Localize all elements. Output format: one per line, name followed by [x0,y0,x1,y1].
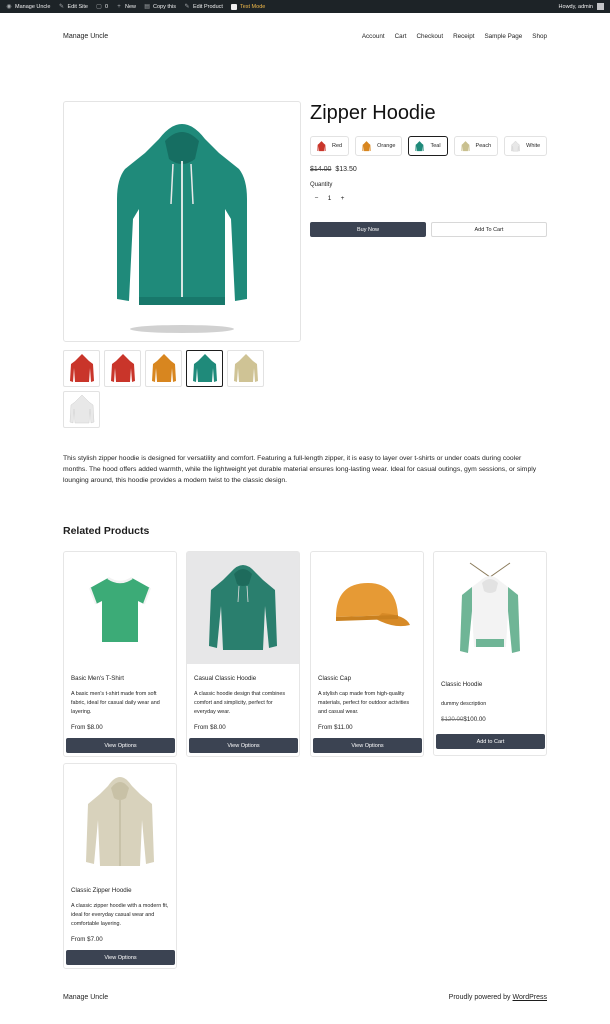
quantity-increase-button[interactable]: + [340,195,345,202]
quantity-decrease-button[interactable]: − [314,195,319,202]
footer-site-title[interactable]: Manage Uncle [63,994,109,1001]
hoodie-illustration [203,558,283,658]
pencil-icon: ✎ [58,3,64,10]
admin-edit-site[interactable]: ✎ Edit Site [58,3,88,10]
tshirt-illustration [80,568,160,648]
hoodie-icon [415,141,424,152]
avatar [597,3,604,10]
zipper-hoodie-image [107,109,257,334]
admin-site-link[interactable]: ◉ Manage Uncle [6,3,51,10]
add-to-cart-button[interactable]: Add To Cart [431,222,547,237]
product-card-description: A classic hoodie design that combines comfort and simplicity, perfect for everyday wear. [194,691,286,715]
product-title: Zipper Hoodie [310,102,436,124]
product-card[interactable] [310,551,424,757]
view-options-button[interactable]: View Options [189,738,298,753]
swatch-orange[interactable]: Orange [355,136,402,156]
tshirt-image[interactable] [64,552,176,664]
hoodie-thumb [69,395,95,425]
quantity-value[interactable]: 1 [327,195,332,202]
thumbnail-red-1[interactable] [63,350,100,387]
admin-account[interactable]: Howdy, admin [559,3,604,10]
main-nav [362,33,547,40]
plus-icon: + [117,3,121,10]
swatch-teal[interactable]: Teal [408,136,447,156]
product-description: This stylish zipper hoodie is designed for versatility and comfort. Featuring a full-length zipper, it is easy to layer over t-shirts or under coats during cooler months. The hood offers added warmth, while the lightweight yet durable material ensures long-lasting wear. Ideal for casual outings, gym sessions, or simply lounging around, this hoodie provides a modern twist to the classic design. [63,455,537,484]
hoodie-image[interactable] [434,552,546,670]
view-options-button[interactable]: View Options [313,738,422,753]
view-options-button[interactable]: View Options [66,738,175,753]
color-swatches [310,136,547,156]
nav-item-shop[interactable]: Shop [532,33,547,40]
site-title[interactable]: Manage Uncle [63,33,109,40]
swatch-red[interactable]: Red [310,136,349,156]
add-to-cart-button[interactable]: Add to Cart [436,734,545,749]
nav-item-account[interactable]: Account [361,33,385,40]
related-products-title: Related Products [63,525,150,537]
product-thumbnails [63,350,301,428]
admin-new[interactable]: + New [117,3,137,10]
admin-comments[interactable]: ▢ 0 [96,3,109,10]
nav-item-sample-page[interactable]: Sample Page [484,33,523,40]
quantity-label: Quantity [310,182,333,188]
product-card-name[interactable]: Casual Classic Hoodie [194,675,257,682]
product-card-name[interactable]: Classic Cap [318,675,352,682]
product-card[interactable] [63,551,177,757]
price-original: $120.00 [441,716,464,723]
price-sale: $13.50 [335,166,357,173]
swatch-white[interactable]: White [504,136,547,156]
wordpress-icon: ◉ [6,3,12,10]
admin-copy[interactable]: ▤ Copy this [144,3,176,10]
hanging-hoodie-illustration [450,555,530,667]
wordpress-link[interactable]: WordPress [512,994,547,1001]
thumbnail-peach[interactable] [227,350,264,387]
copy-icon: ▤ [144,3,150,10]
product-card-price [441,716,486,723]
hoodie-image[interactable] [64,764,176,876]
buy-now-button[interactable]: Buy Now [310,222,426,237]
hoodie-thumb [192,354,218,384]
product-card[interactable] [433,551,547,756]
product-card-name[interactable]: Basic Men's T-Shirt [71,675,124,682]
view-options-button[interactable]: View Options [66,950,175,965]
product-card-description: A stylish cap made from high-quality materials, perfect for outdoor activities and casual wear. [318,691,410,715]
product-price [310,166,357,173]
product-card[interactable] [186,551,300,757]
thumbnail-white[interactable] [63,391,100,428]
nav-item-cart[interactable]: Cart [394,33,407,40]
nav-item-checkout[interactable]: Checkout [416,33,444,40]
product-card-price: From $11.00 [318,724,353,731]
hoodie-icon [461,141,470,152]
cap-illustration [324,573,410,643]
pencil-icon: ✎ [184,3,190,10]
thumbnail-teal[interactable] [186,350,223,387]
comment-icon: ▢ [96,3,102,10]
product-card-price: From $8.00 [194,724,226,731]
hoodie-thumb [233,354,259,384]
product-main-image[interactable] [63,101,301,342]
hoodie-icon [317,141,326,152]
product-card[interactable] [63,763,177,969]
admin-edit-product[interactable]: ✎ Edit Product [184,3,223,10]
hoodie-image[interactable] [187,552,299,664]
price-sale: $100.00 [463,716,486,723]
admin-bar [0,0,610,13]
quantity-stepper [310,195,349,202]
product-card-name[interactable]: Classic Hoodie [441,681,483,688]
product-card-price: From $8.00 [71,724,103,731]
price-original: $14.00 [310,166,332,173]
nav-item-receipt[interactable]: Receipt [453,33,475,40]
product-card-description: A classic zipper hoodie with a modern fit, ideal for everyday casual wear and comfortable layering. [71,903,169,927]
cap-image[interactable] [311,552,423,664]
product-card-name[interactable]: Classic Zipper Hoodie [71,887,132,894]
admin-test-mode[interactable]: Test Mode [231,4,265,10]
hoodie-icon [511,141,520,152]
test-mode-icon [231,4,237,10]
thumbnail-red-2[interactable] [104,350,141,387]
thumbnail-orange[interactable] [145,350,182,387]
zipper-hoodie-illustration [80,768,160,872]
hoodie-thumb [151,354,177,384]
hoodie-thumb [110,354,136,384]
product-card-description: dummy description [441,701,487,707]
product-card-price: From $7.00 [71,936,103,943]
hoodie-icon [362,141,371,152]
swatch-peach[interactable]: Peach [454,136,499,156]
hoodie-thumb [69,354,95,384]
footer-credit: Proudly powered by WordPress [448,994,547,1001]
product-card-description: A basic men's t-shirt made from soft fabric, ideal for casual daily wear and layering. [71,691,160,715]
